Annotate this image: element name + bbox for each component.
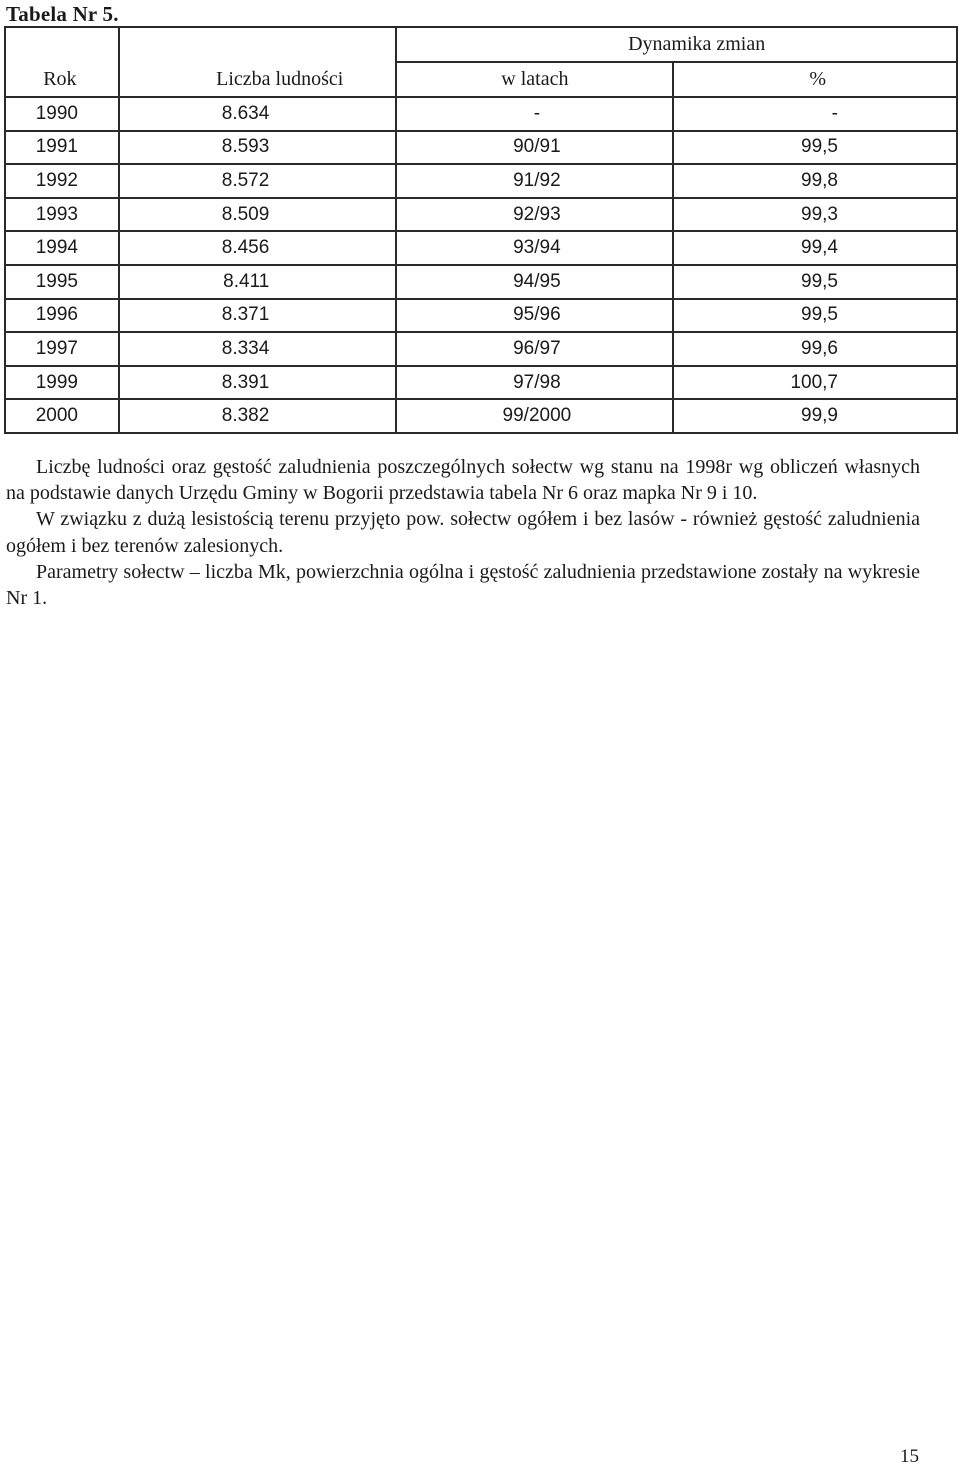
table-row — [5, 164, 957, 198]
paragraph: W związku z dużą lesistością terenu przyjęto pow. sołectw ogółem i bez lasów - również gęstość zaludnienia ogółem i bez terenów zalesionych. — [6, 508, 920, 557]
paragraph: Parametry sołectw – liczba Mk, powierzchnia ogólna i gęstość zaludnienia przedstawione zostały na wykresie Nr 1. — [6, 560, 920, 610]
cell-w-latach: 99/2000 — [396, 399, 673, 433]
cell-procent: 99,9 — [673, 399, 957, 433]
cell-rok: 1995 — [5, 265, 119, 299]
cell-w-latach: - — [396, 97, 673, 131]
cell-procent: 99,5 — [673, 131, 957, 165]
cell-liczba-ludnosci: 8.509 — [119, 198, 397, 232]
cell-w-latach: 97/98 — [396, 366, 673, 400]
cell-procent: - — [673, 97, 957, 131]
cell-rok: 1996 — [5, 299, 119, 333]
cell-rok: 1993 — [5, 198, 119, 232]
cell-rok: 1991 — [5, 131, 119, 165]
table-body — [5, 97, 957, 433]
table-row — [5, 265, 957, 299]
header-rok-spacer — [5, 27, 119, 62]
cell-w-latach: 90/91 — [396, 131, 673, 165]
cell-w-latach: 93/94 — [396, 231, 673, 265]
cell-liczba-ludnosci: 8.371 — [119, 299, 397, 333]
cell-procent: 99,5 — [673, 265, 957, 299]
header-w-latach: w latach — [396, 62, 673, 97]
table-caption: Tabela Nr 5. — [6, 2, 119, 26]
cell-procent: 100,7 — [673, 366, 957, 400]
cell-liczba-ludnosci: 8.634 — [119, 97, 397, 131]
page-number: 15 — [900, 1446, 919, 1467]
table-row — [5, 131, 957, 165]
cell-rok: 1999 — [5, 366, 119, 400]
cell-procent: 99,3 — [673, 198, 957, 232]
cell-liczba-ludnosci: 8.334 — [119, 332, 397, 366]
table-row — [5, 231, 957, 265]
cell-w-latach: 96/97 — [396, 332, 673, 366]
table-row — [5, 97, 957, 131]
cell-liczba-ludnosci: 8.572 — [119, 164, 397, 198]
cell-liczba-ludnosci: 8.593 — [119, 131, 397, 165]
cell-liczba-ludnosci: 8.456 — [119, 231, 397, 265]
table-row — [5, 366, 957, 400]
cell-rok: 1992 — [5, 164, 119, 198]
header-rok: Rok — [5, 62, 119, 97]
cell-liczba-ludnosci: 8.411 — [119, 265, 397, 299]
cell-liczba-ludnosci: 8.391 — [119, 366, 397, 400]
cell-procent: 99,6 — [673, 332, 957, 366]
cell-w-latach: 94/95 — [396, 265, 673, 299]
cell-rok: 1990 — [5, 97, 119, 131]
cell-rok: 2000 — [5, 399, 119, 433]
cell-w-latach: 92/93 — [396, 198, 673, 232]
table-row — [5, 332, 957, 366]
table-row — [5, 399, 957, 433]
cell-rok: 1997 — [5, 332, 119, 366]
cell-liczba-ludnosci: 8.382 — [119, 399, 397, 433]
table-row — [5, 299, 957, 333]
paragraph: Liczbę ludności oraz gęstość zaludnienia poszczególnych sołectw wg stanu na 1998r wg obliczeń własnych na podstawie danych Urzędu Gminy w Bogorii przedstawia tabela Nr 6 oraz mapka Nr 9 i 10. — [6, 456, 920, 505]
body-text — [6, 454, 920, 611]
cell-procent: 99,5 — [673, 299, 957, 333]
header-liczba-ludnosci: Liczba ludności — [119, 62, 397, 97]
header-dynamika-zmian: Dynamika zmian — [396, 27, 957, 62]
cell-procent: 99,4 — [673, 231, 957, 265]
header-procent: % — [673, 62, 957, 97]
cell-rok: 1994 — [5, 231, 119, 265]
cell-procent: 99,8 — [673, 164, 957, 198]
population-table — [4, 26, 958, 434]
table-row — [5, 198, 957, 232]
header-liczba-spacer — [119, 27, 397, 62]
cell-w-latach: 91/92 — [396, 164, 673, 198]
cell-w-latach: 95/96 — [396, 299, 673, 333]
